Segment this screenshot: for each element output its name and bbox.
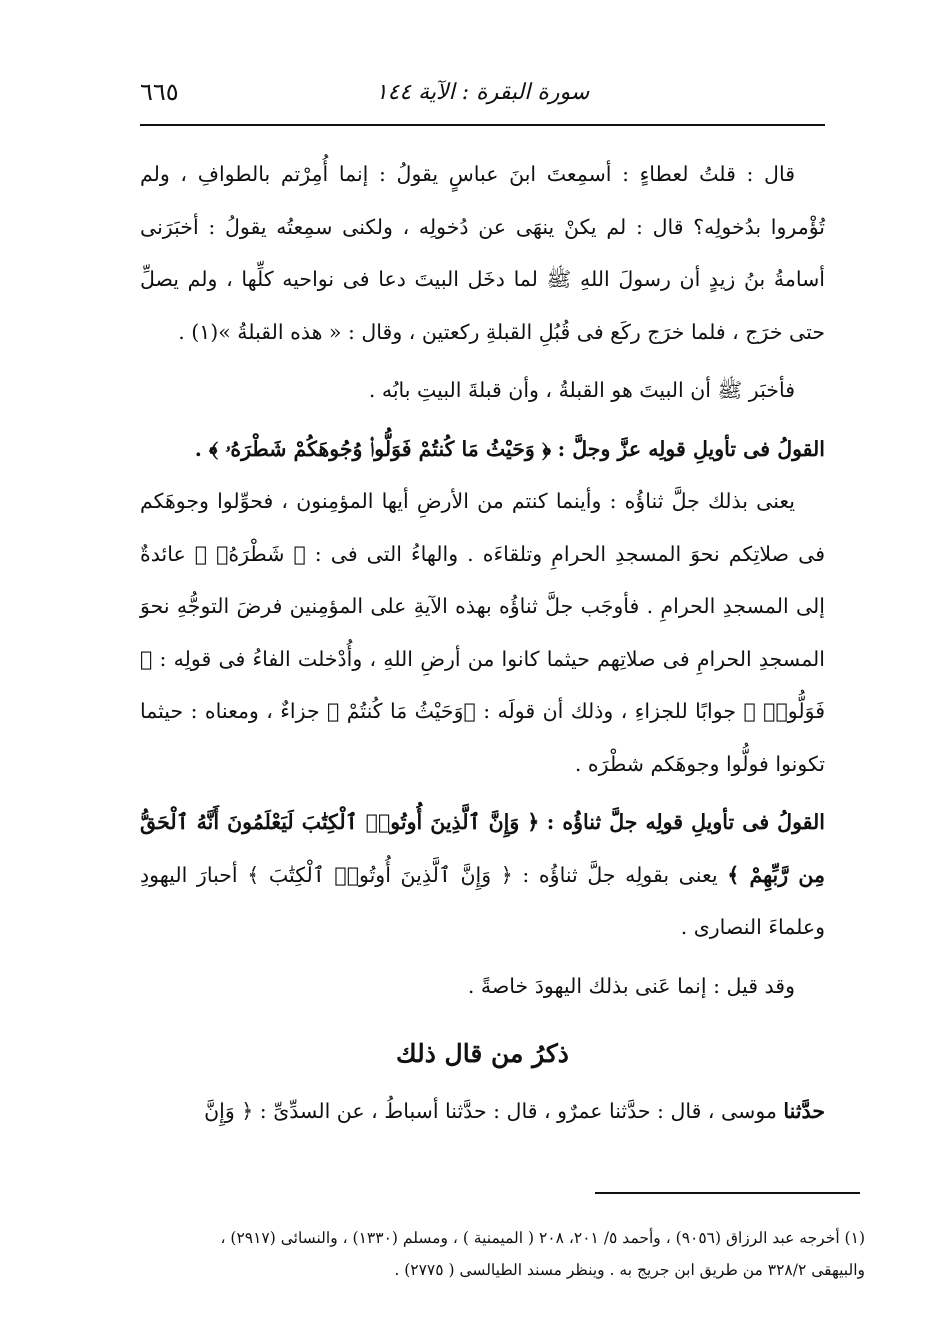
- running-title: سورة البقرة : الآية ١٤٤: [375, 80, 590, 105]
- tafsir-heading-phrase: القولُ فى تأويلِ قولِه عزَّ وجلَّ :: [557, 436, 825, 461]
- section-heading: ذكرُ من قال ذلك: [396, 1039, 569, 1068]
- paragraph-note: وقد قيل : إنما عَنى بذلك اليهودَ خاصةً .: [467, 973, 795, 998]
- footnote-line: (١) أخرجه عبد الرزاق (٩٠٥٦) ، وأحمد ٥/ ٢٠١، ٢٠٨ ( الميمنية ) ، ومسلم (١٣٣٠) ، والنسائى (٢٩١٧) ،: [220, 1229, 865, 1247]
- isnad-opening: حدَّثنا: [783, 1098, 825, 1123]
- page-header: [140, 78, 825, 118]
- paragraph-commentary: يعنى بذلك جلَّ ثناؤُه : وأينما كنتم من الأرضِ أيها المؤمِنون ، فحوِّلوا وجوهَكم فى صلاتِكم نحوَ المسجدِ الحرامِ وتلقاءَه . والهاءُ التى فى : ﴿ شَطْرَهُۥ ﴾ عائدةٌ إلى المسجدِ الحرامِ . فأوجَب جلَّ ثناؤُه بهذه الآيةِ على المؤمِنين فرضَ التوجُّهِ نحوَ المسجدِ الحرامِ فى صلاتِهم حيثما كانوا من أرضِ اللهِ ، وأُدْخلت الفاءُ فى قولِه : ﴿ فَوَلُّوا۟ ﴾ جوابًا للجزاءِ ، وذلك أن قولَه : ﴿وَحَيْثُ مَا كُنتُمْ ﴾ جزاءٌ ، ومعناه : حيثما تكونوا فولُّوا وجوهَكم شطْرَه .: [140, 489, 825, 776]
- commentary-text: يعنى بقولِه جلَّ ثناؤُه : ﴿ وَإِنَّ ٱلَّذِينَ أُوتُوا۟ ٱلْكِتَٰبَ ﴾ أحبارَ اليهودِ وعلماءَ النصارى .: [140, 862, 825, 939]
- footnote-divider: [595, 1192, 860, 1194]
- paragraph-tafsir-heading-2: [140, 796, 825, 954]
- header-divider: [140, 124, 825, 126]
- quran-verse: ﴿ وَحَيْثُ مَا كُنتُمْ فَوَلُّوا۟ وُجُوهَكُمْ شَطْرَهُۥ ﴾ .: [194, 436, 552, 461]
- footnotes: [140, 1222, 865, 1286]
- tafsir-heading-phrase: القولُ فى تأويلِ قولِه جلَّ ثناؤُه :: [546, 810, 825, 834]
- paragraph-tafsir-heading-1: [140, 423, 825, 476]
- isnad-text: موسى ، قال : حدَّثنا عمرٌو ، قال : حدَّثنا أسباطُ ، عن السدِّىِّ : ﴿ وَإِنَّ: [204, 1098, 777, 1123]
- paragraph-hadith: قال : قلتُ لعطاءٍ : أسمِعتَ ابنَ عباسٍ يقولُ : إنما أُمِرْتم بالطوافِ ، ولم تُؤْمروا بدُخولِه؟ قال : لم يكنْ ينهَى عن دُخولِه ، ولكنى سمِعتُه يقولُ : أخبَرَنى أسامةُ بنُ زيدٍ أن رسولَ اللهِ ﷺ لما دخَل البيتَ دعا فى نواحيه كلِّها ، ولم يصلِّ حتى خرَج ، فلما خرَج ركَع فى قُبُلِ القبلةِ ركعتين ، وقال : « هذه القبلةُ »(١) .: [140, 162, 825, 344]
- main-text: [140, 148, 825, 1137]
- paragraph-qibla: فأخبَر ﷺ أن البيتَ هو القبلةُ ، وأن قبلةَ البيتِ بابُه .: [368, 378, 795, 402]
- footnote-line: والبيهقى ٣٢٨/٢ من طريق ابن جريج به . وينظر مسند الطيالسى ( ٢٧٧٥) .: [394, 1261, 865, 1279]
- quran-verse: ﴿ وَإِنَّ ٱلَّذِينَ أُوتُوا۟ ٱلْكِتَٰبَ لَيَعْلَمُونَ أَنَّهُ ٱلْحَقُّ مِن رَّبِّهِمْ ﴾: [140, 810, 825, 887]
- paragraph-isnad: [140, 1085, 825, 1138]
- page-number: ٦٦٥: [140, 78, 179, 106]
